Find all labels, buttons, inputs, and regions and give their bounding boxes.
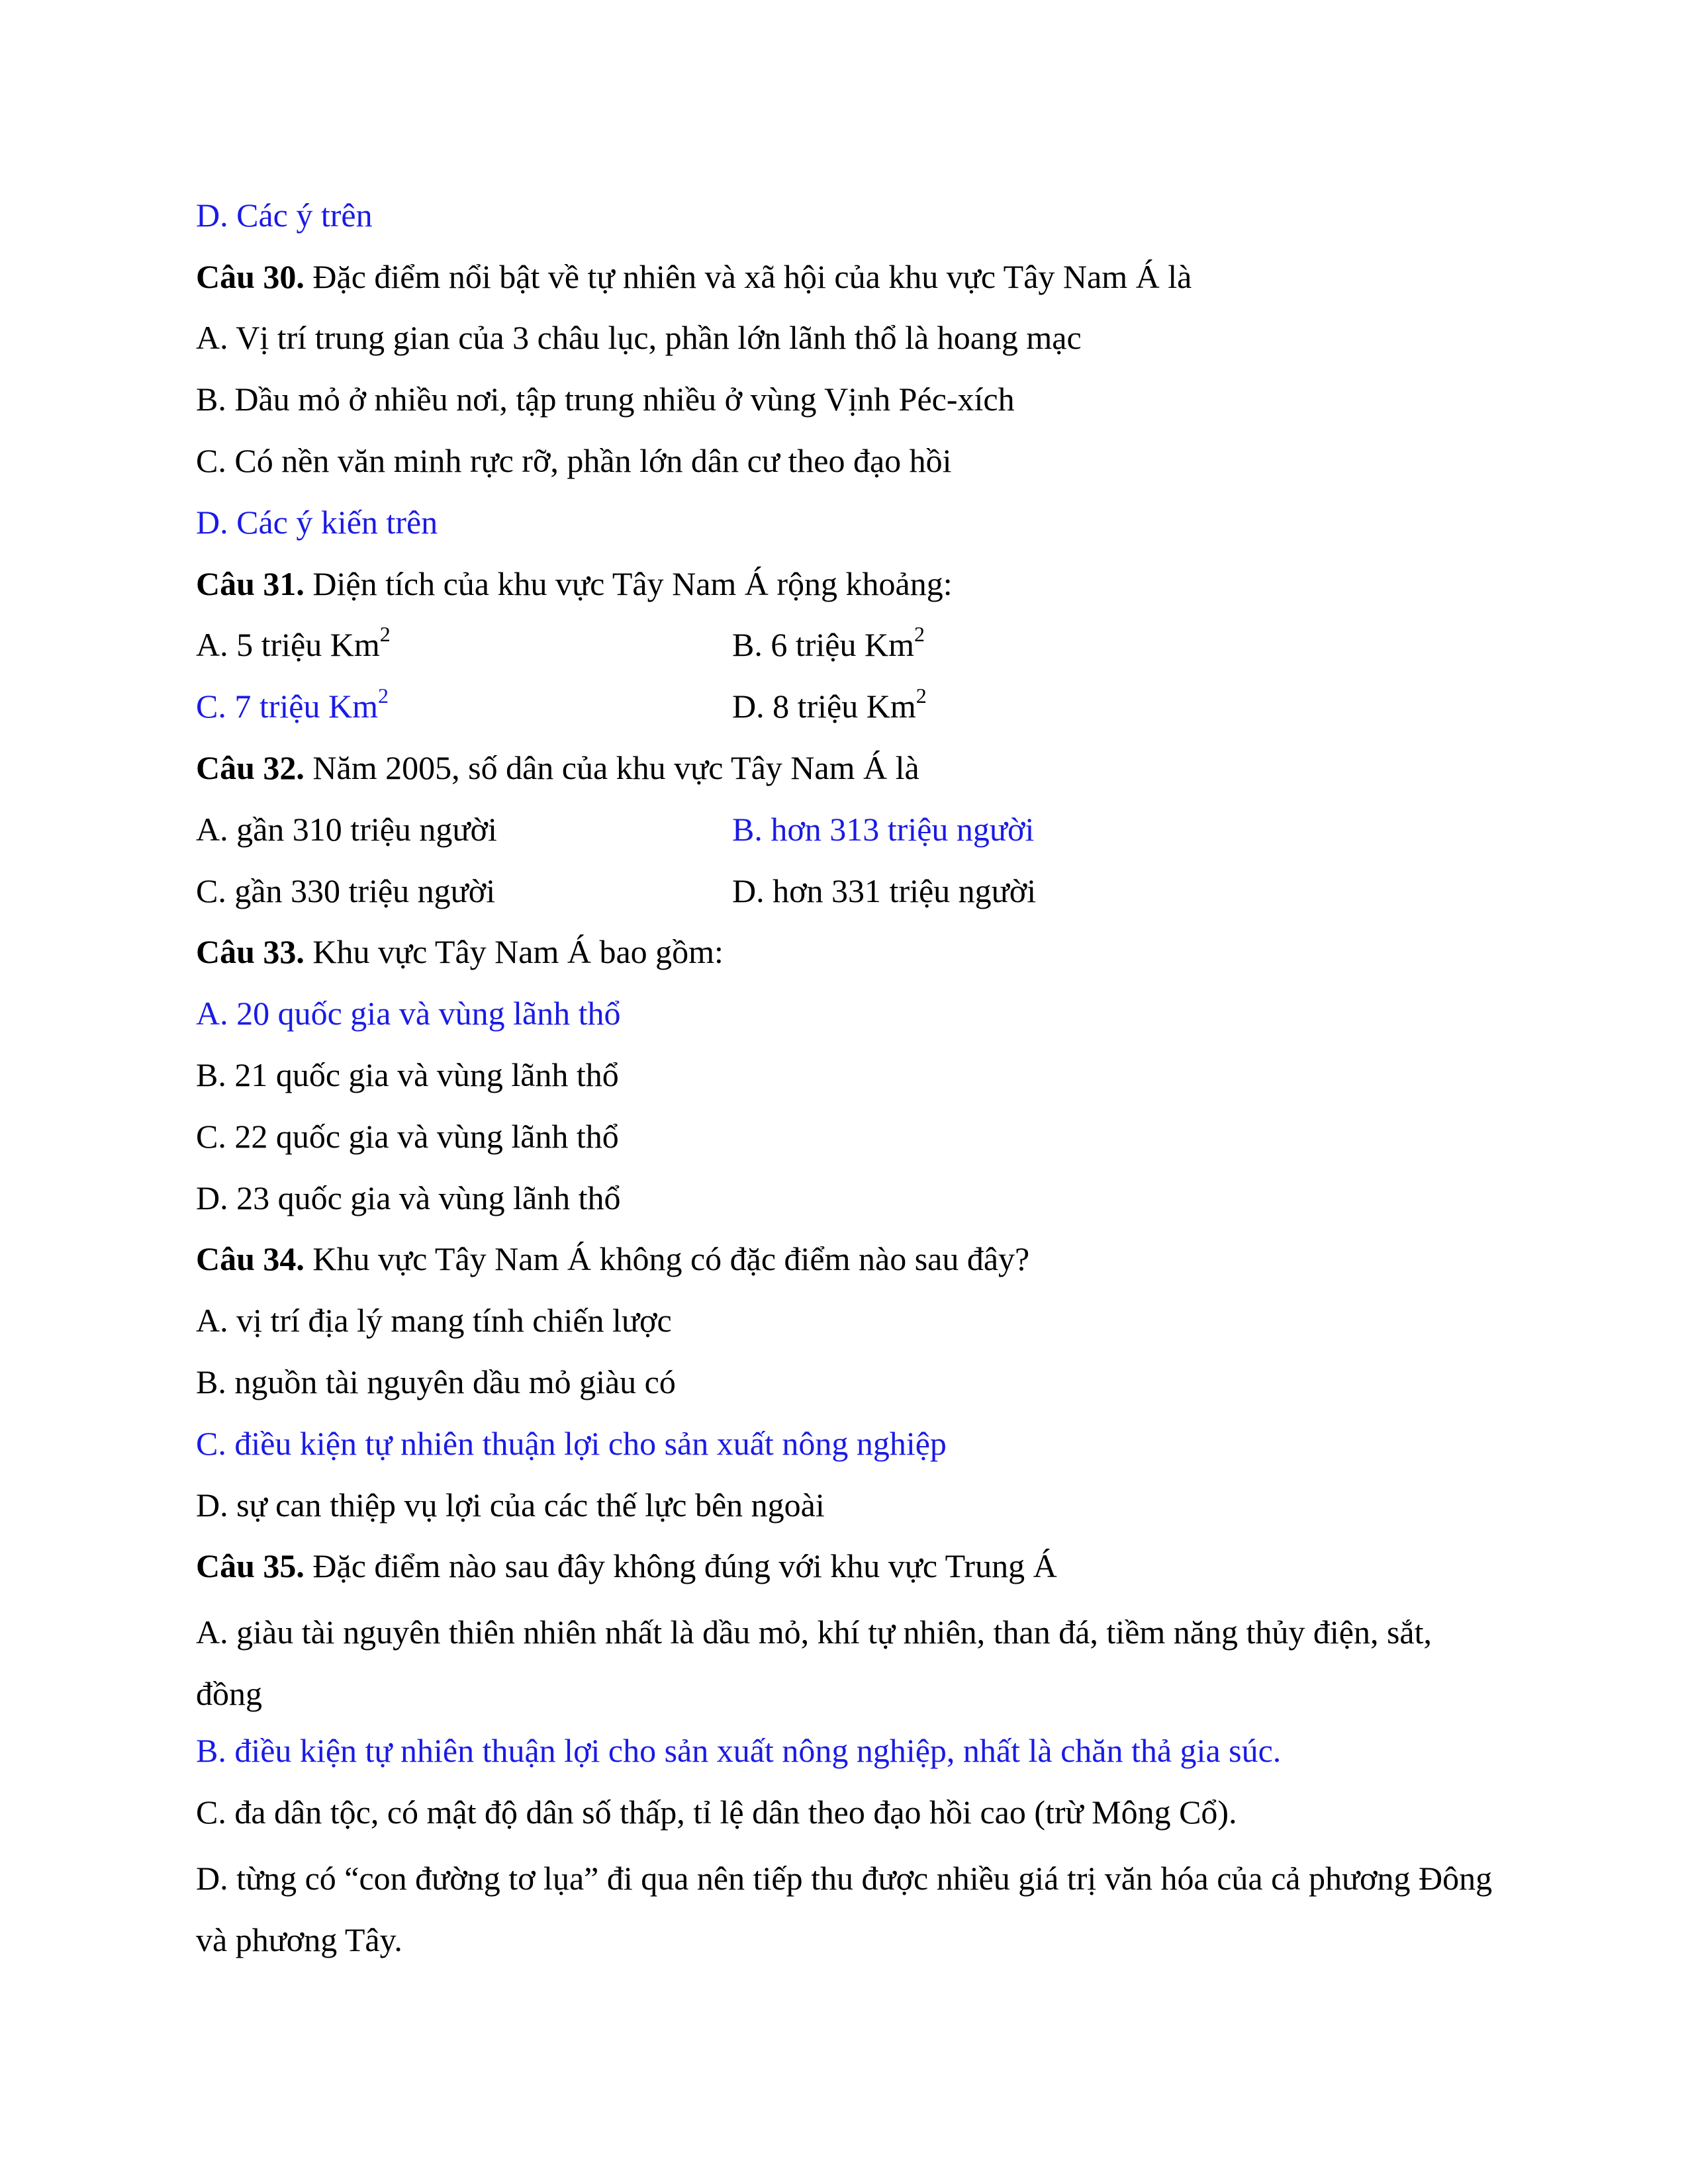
option-a: A. vị trí địa lý mang tính chiến lược: [196, 1302, 672, 1339]
option-d-answer: D. Các ý kiến trên: [196, 504, 438, 541]
option-c: C. đa dân tộc, có mật độ dân số thấp, tỉ lệ dân theo đạo hồi cao (trừ Mông Cổ).: [196, 1794, 1237, 1831]
option-a: A. gần 310 triệu người: [196, 811, 497, 848]
question-32: [196, 748, 919, 788]
question-number: Câu 33.: [196, 933, 305, 970]
option-d: D. từng có “con đường tơ lụa” đi qua nên tiếp thu được nhiều giá trị văn hóa của cả phương Đông và phương Tây.: [196, 1860, 1493, 1958]
question-text: Năm 2005, số dân của khu vực Tây Nam Á là: [304, 749, 919, 786]
option-b: B. 21 quốc gia và vùng lãnh thổ: [196, 1056, 619, 1093]
option-text: D. 8 triệu Km: [732, 688, 916, 725]
question-number: Câu 30.: [196, 258, 305, 295]
superscript: 2: [379, 622, 391, 647]
superscript: 2: [377, 684, 389, 708]
question-number: Câu 35.: [196, 1547, 305, 1584]
option-d: D. 23 quốc gia và vùng lãnh thổ: [196, 1179, 621, 1216]
question-text: Đặc điểm nổi bật về tự nhiên và xã hội của khu vực Tây Nam Á là: [304, 258, 1192, 295]
question-number: Câu 31.: [196, 565, 305, 602]
question-text: Diện tích của khu vực Tây Nam Á rộng khoảng:: [304, 565, 953, 602]
question-text: Khu vực Tây Nam Á bao gồm:: [304, 933, 724, 970]
option-text: B. 6 triệu Km: [732, 626, 914, 663]
option-a: A. giàu tài nguyên thiên nhiên nhất là dầu mỏ, khí tự nhiên, than đá, tiềm năng thủy điện, sắt, đồng: [196, 1614, 1432, 1712]
option-c: C. Có nền văn minh rực rỡ, phần lớn dân cư theo đạo hồi: [196, 442, 952, 479]
option-b-answer: B. hơn 313 triệu người: [732, 811, 1035, 848]
question-text: Khu vực Tây Nam Á không có đặc điểm nào sau đây?: [304, 1240, 1030, 1277]
option-b: B. nguồn tài nguyên dầu mỏ giàu có: [196, 1363, 676, 1400]
superscript: 2: [915, 684, 927, 708]
option-b: B. Dầu mỏ ở nhiều nơi, tập trung nhiều ở vùng Vịnh Péc-xích: [196, 381, 1015, 418]
option-a: [196, 622, 391, 664]
question-text: Đặc điểm nào sau đây không đúng với khu vực Trung Á: [304, 1547, 1057, 1584]
option-b: [732, 622, 925, 664]
question-31: [196, 564, 953, 604]
question-35: [196, 1546, 1057, 1586]
option-text: A. 5 triệu Km: [196, 626, 380, 663]
option-text: C. 7 triệu Km: [196, 688, 378, 725]
option-c-answer: [196, 686, 389, 726]
option-c: C. gần 330 triệu người: [196, 872, 496, 909]
option-a-answer: A. 20 quốc gia và vùng lãnh thổ: [196, 995, 621, 1032]
question-34: [196, 1239, 1029, 1279]
answer-line: D. Các ý trên: [196, 197, 373, 234]
option-d: D. hơn 331 triệu người: [732, 872, 1037, 909]
option-c: C. 22 quốc gia và vùng lãnh thổ: [196, 1118, 619, 1155]
question-33: [196, 932, 724, 972]
option-d: [732, 686, 927, 726]
question-number: Câu 32.: [196, 749, 305, 786]
option-d: D. sự can thiệp vụ lợi của các thế lực bên ngoài: [196, 1486, 825, 1524]
option-a: A. Vị trí trung gian của 3 châu lục, phần lớn lãnh thổ là hoang mạc: [196, 319, 1082, 356]
question-30: [196, 257, 1192, 296]
option-c-answer: C. điều kiện tự nhiên thuận lợi cho sản xuất nông nghiệp: [196, 1425, 947, 1462]
superscript: 2: [914, 622, 925, 647]
option-b-answer: B. điều kiện tự nhiên thuận lợi cho sản xuất nông nghiệp, nhất là chăn thả gia súc.: [196, 1732, 1282, 1769]
question-number: Câu 34.: [196, 1240, 305, 1277]
